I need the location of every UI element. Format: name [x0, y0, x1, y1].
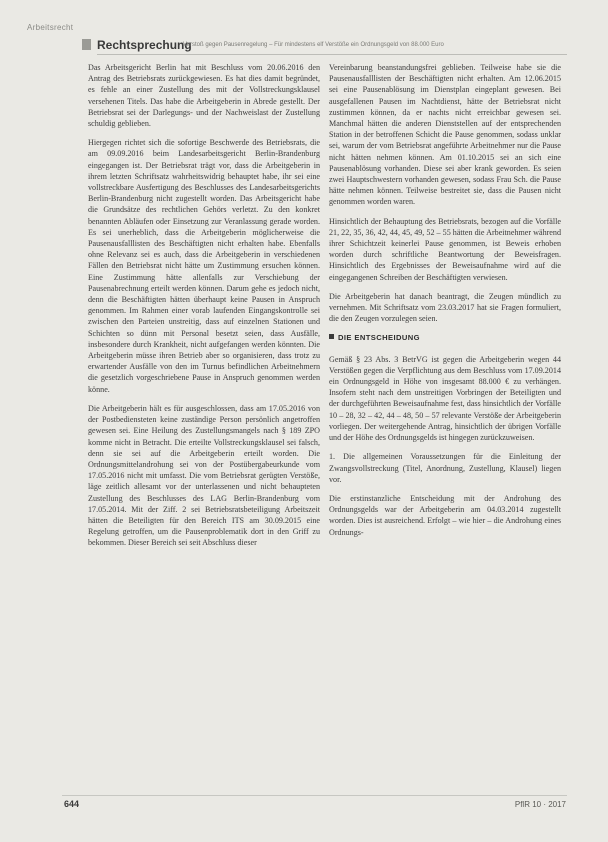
paragraph: Vereinbarung beanstandungsfrei geblieben. Teilweise habe sie die Pausenausfalllisten der Beschäftigten nicht erhalten. Am 12.06.2015 sei eine Pausenablösung im Dienstplan eingeplant gewesen. Bei ausgefallenen Pausen im Nachtdienst, hätte der Betriebsrat nicht zustimmen können, da er nachts nicht erreichbar gewesen sei. Manchmal hätten die anderen Dienststellen auf der entsprechenden Station in der betroffenen Schicht die Pause genommen, sodass unklar sei, warum der vom Betriebsrat angeführte Arbeitnehmer nur die Pause nicht hätten nehmen können. Am 01.10.2015 sei an sich eine Pausenablösung vorhanden. Diese sei aber krank geworden. Es seien zwei Hauptschwestern vorhanden gewesen, sodass Frau Sch. die Pause hätte nehmen können. Teilweise bestreitet sie, dass die Pausen nicht genommen worden waren. — [329, 63, 561, 207]
journal-reference: PflR 10 · 2017 — [514, 800, 566, 809]
paragraph: Hinsichtlich der Behauptung des Betriebsrats, bezogen auf die Vorfälle 21, 22, 35, 36, 42, 44, 45, 49, 52 – 55 hätten die Arbeitnehmer während ihrer Schichtzeit keinerlei Pause genommen, ist Beweis erhoben worden durch schriftliche Beantwortung der Beweisfragen. Hinsichtlich des Ergebnisses der Beweisaufnahme wird auf die eingegangenen Schreiben der Beschäftigten verwiesen. — [329, 216, 561, 282]
paragraph: Die erstinstanzliche Entscheidung mit der Androhung des Ordnungsgelds war der Arbeitgeberin am 04.03.2014 zugestellt worden. Dies ist ausreichend. Erfolgt – wie hier – die Androhung eines Ordnungs- — [329, 493, 561, 537]
left-text-column — [88, 62, 320, 557]
paragraph: Das Arbeitsgericht Berlin hat mit Beschluss vom 20.06.2016 den Antrag des Betriebsrats zurückgewiesen. Es hat dies damit begründet, es fehle an einer Zustellung des mit der Vollstreckungsklausel versehenen Titels. Das habe die Arbeitgeberin in Abrede gestellt. Der Betriebsrat sei der Darlegungs- und der Nachweislast der Zustellung schuldig geblieben. — [88, 63, 320, 129]
paragraph: Hiergegen richtet sich die sofortige Beschwerde des Betriebsrats, die am 09.09.2016 beim Landesarbeitsgericht Berlin-Brandenburg eingegangen ist. Der Betriebsrat trägt vor, dass die Arbeitgeberin in ihrem letzten Schriftsatz wahrheitswidrig behauptet habe, ihr sei eine vollstreckbare Ausfertigung des Beschlusses des Landesarbeitsgerichts Berlin-Brandenburg nicht zugestellt worden. Das Arbeitsgericht habe die Grundsätze des rechtlichen Gehörs verletzt. Zu den konkret benannten Abläufen oder Einsetzung zur Veranlassung gerade worden. Es sei unerheblich, dass die Arbeitgeberin möglicherweise die Pausenausfalllisten des Beschäftigten nicht erhalten habe. Ebenfalls ohne Relevanz sei es auch, dass die Arbeitgeberin in verschiedenen Fällen den Betriebsrat nicht hätte um Zustimmung ersuchen können. Eine Zustimmung hätte allenfalls zur Verschiebung der Pausenabrechnung erteilt werden können. Darum gehe es jedoch nicht, denn die Beschäftigten hätten überhaupt keine Pausen in Anspruch genommen. Im Rahmen einer vorab laufenden Eingangskontrolle sei zwischen den Parteien unstreitig, dass auf einzelnen Stationen und Schichten so dünn mit Personal besetzt seien, dass Ausfälle, insbesondere durch Krankheit, nicht aufgefangen werden könnten. Die Arbeitgeberin müsse ihren Betrieb aber so organisieren, dass trotz zu erwartender Ausfälle von den im Turnus befindlichen Arbeitnehmern die gesetzlich vorgeschriebene Pause in Anspruch genommen werden könne. — [88, 138, 320, 394]
right-text-column — [329, 62, 561, 546]
footer-divider — [62, 795, 567, 796]
page-title: Rechtsprechung — [97, 38, 192, 52]
page-subtitle: Verstoß gegen Pausenregelung – Für mindestens elf Verstöße ein Ordnungsgeld von 88.000 Euro — [183, 42, 444, 48]
section-heading-label: DIE ENTSCHEIDUNG — [338, 333, 420, 343]
paragraph: 1. Die allgemeinen Voraussetzungen für die Einleitung der Zwangsvollstreckung (Titel, Anordnung, Zustellung, Klausel) liegen vor. — [329, 452, 561, 484]
paragraph: Die Arbeitgeberin hat danach beantragt, die Zeugen mündlich zu vernehmen. Mit Schriftsatz vom 23.03.2017 hat sie Fragen formuliert, die den Zeugen vorzulegen seien. — [329, 291, 561, 324]
section-heading — [329, 332, 561, 343]
header-accent-bar — [82, 39, 91, 50]
header-divider — [97, 54, 567, 55]
section-label: Arbeitsrecht — [27, 23, 74, 32]
paragraph: Gemäß § 23 Abs. 3 BetrVG ist gegen die Arbeitgeberin wegen 44 Verstößen gegen die Verpflichtung aus dem Beschluss vom 17.09.2014 ein Ordnungsgeld in Höhe von insgesamt 88.000 € zu verhängen. Insofern steht nach dem unstreitigen Vorbringen der Beteiligten und der durchgeführten Beweisaufnahme fest, dass hinsichtlich der Vorfälle 10 – 28, 32 – 42, 44 – 48, 50 – 57 relevante Verstöße der Arbeitgeberin vorliegen. Der weitergehende Antrag, hinsichtlich der übrigen Vorfälle und der Höhe des Ordnungsgelds ist hingegen zurückzuweisen. — [329, 354, 561, 443]
paragraph: Die Arbeitgeberin hält es für ausgeschlossen, dass am 17.05.2016 von der Postbediensteten keine zuständige Person persönlich angetroffen gewesen sei. Eine Heilung des Zustellungsmangels nach § 189 ZPO komme nicht in Betracht. Die erteilte Vollstreckungsklausel sei falsch, denn sie sei auf die Arbeitgeberin erteilt worden. Die Ordnungsmittelandrohung sei von der Postübergabeurkunde vom 17.05.2016 nicht mit umfasst. Die vom Betriebsrat gerügten Verstöße, läge zeitlich allesamt vor der unterlassenen und nicht behaupteten Zustellung des Beschlusses des LAG Berlin-Brandenburg vom 17.05.2014. Mit der Ziff. 2 sei Betriebsratsbeteiligung Arbeitszeit hätten die Beteiligten für den Bereich ITS am 30.09.2015 eine Regelung getroffen, um die Pausenproblematik dort in den Griff zu bekommen. Dieser Bereich sei seit Abschluss dieser — [88, 403, 320, 548]
square-bullet-icon — [329, 334, 334, 339]
page-number: 644 — [64, 799, 80, 809]
